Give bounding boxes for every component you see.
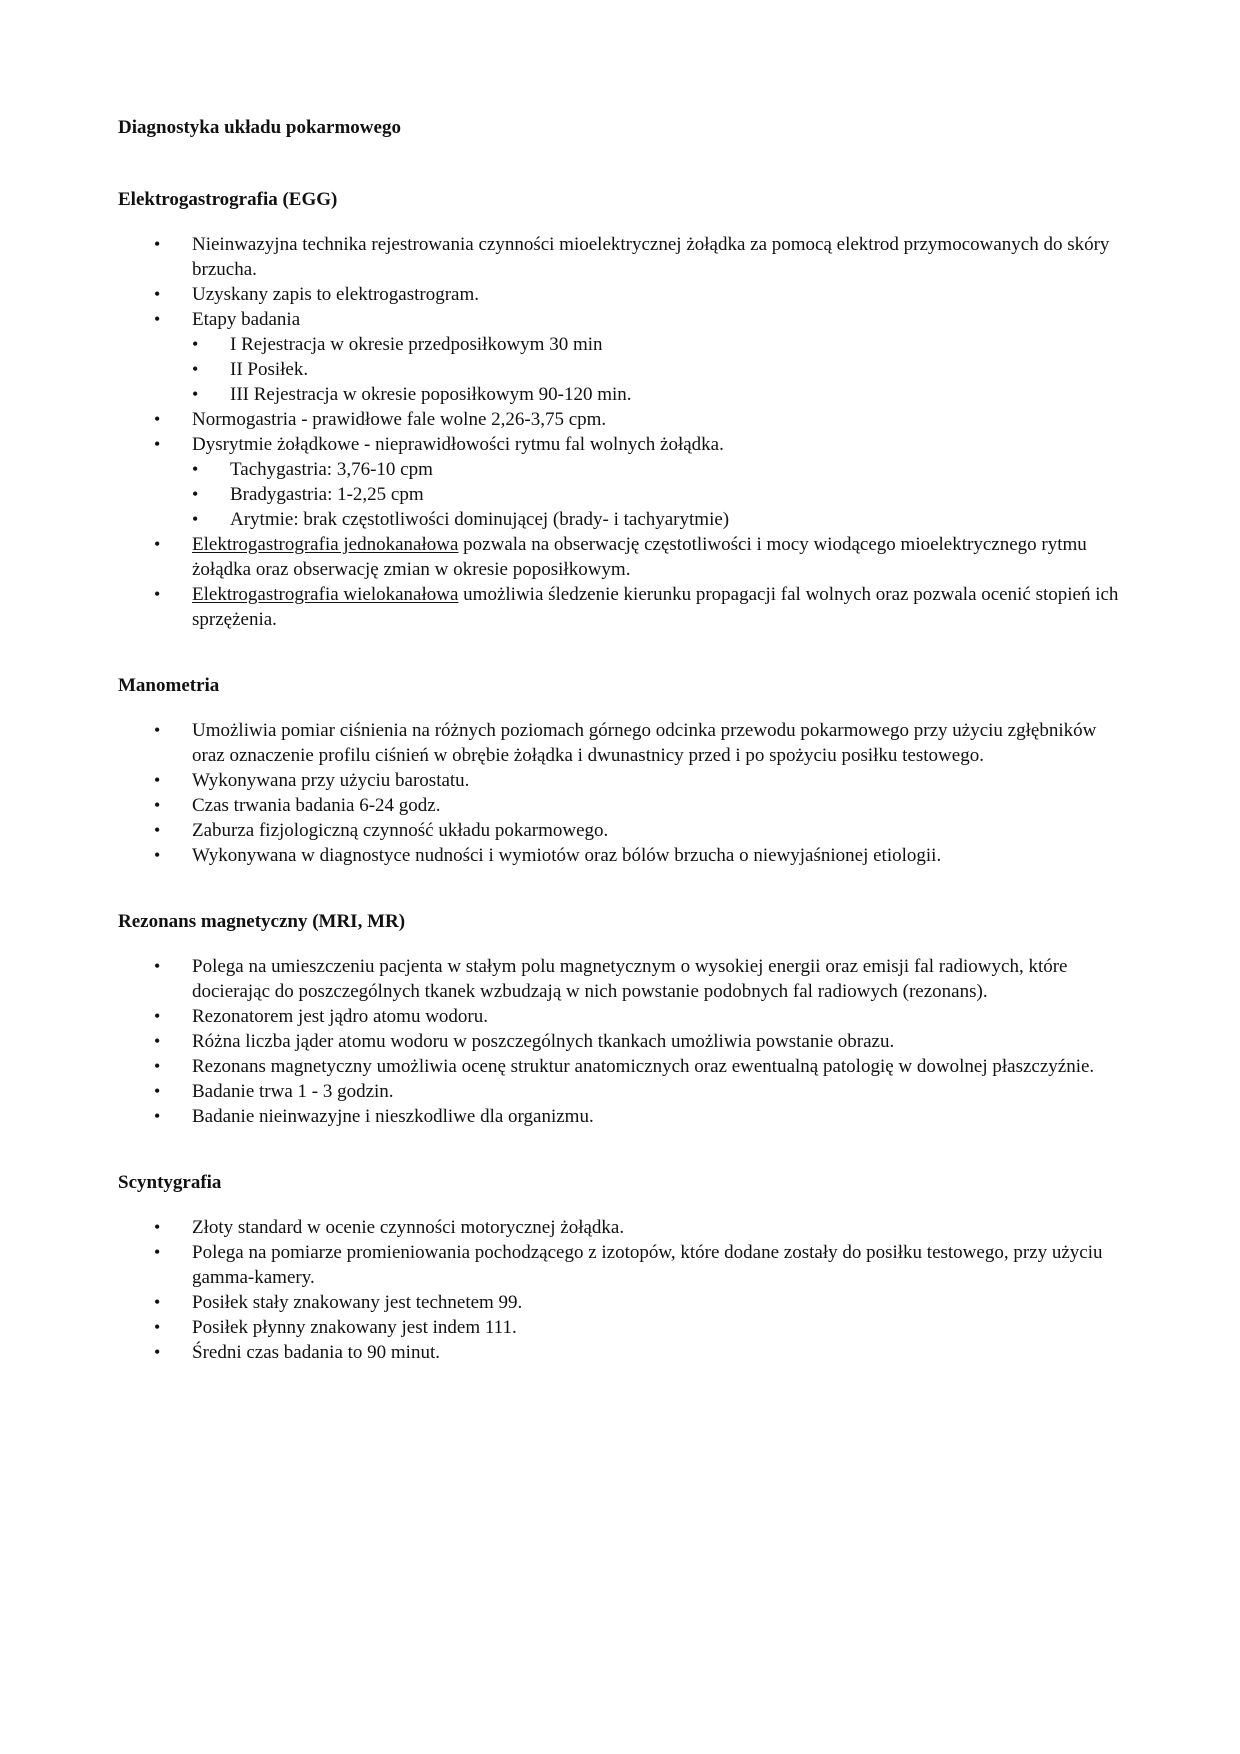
document-title: Diagnostyka układu pokarmowego — [118, 117, 401, 138]
list-item: • Wykonywana przy użyciu barostatu. — [118, 768, 1128, 793]
manometria-list — [118, 718, 1128, 868]
egg-dysrhythmia-sublist — [192, 457, 1128, 532]
list-item: • Rezonans magnetyczny umożliwia ocenę struktur anatomicznych oraz ewentualną patologię w dowolnej płaszczyźnie. — [118, 1054, 1128, 1079]
list-item: • Różna liczba jąder atomu wodoru w poszczególnych tkankach umożliwia powstanie obrazu. — [118, 1029, 1128, 1054]
list-item-text: Dysrytmie żołądkowe - nieprawidłowości rytmu fal wolnych żołądka. — [192, 434, 724, 455]
list-item-text: umożliwia śledzenie kierunku propagacji fal wolnych oraz pozwala ocenić stopień ich sprzężenia. — [192, 584, 1119, 630]
link-egg-single-channel[interactable]: Elektrogastrografia jednokanałowa — [192, 534, 459, 555]
section-heading-egg: Elektrogastrografia (EGG) — [118, 189, 338, 210]
scyntygrafia-list — [118, 1215, 1128, 1365]
list-item: • Umożliwia pomiar ciśnienia na różnych poziomach górnego odcinka przewodu pokarmowego przy użyciu zgłębników oraz oznaczenie profilu ciśnień w obrębie żołądka i dwunastnicy przed i po spożyciu posiłku testowego. — [118, 718, 1128, 768]
list-item: • Normogastria - prawidłowe fale wolne 2,26-3,75 cpm. — [118, 407, 1128, 432]
link-egg-multi-channel[interactable]: Elektrogastrografia wielokanałowa — [192, 584, 459, 605]
list-item — [118, 432, 1128, 532]
list-item: • Polega na pomiarze promieniowania pochodzącego z izotopów, które dodane zostały do posiłku testowego, przy użyciu gamma-kamery. — [118, 1240, 1128, 1290]
list-item: • Badanie nieinwazyjne i nieszkodliwe dla organizmu. — [118, 1104, 1128, 1129]
egg-list — [118, 232, 1128, 632]
list-item: • Rezonatorem jest jądro atomu wodoru. — [118, 1004, 1128, 1029]
list-item: • Średni czas badania to 90 minut. — [118, 1340, 1128, 1365]
sub-list-item: • Tachygastria: 3,76-10 cpm — [192, 457, 1128, 482]
list-item — [118, 582, 1128, 632]
sub-list-item: • II Posiłek. — [192, 357, 1128, 382]
sub-list-item: • III Rejestracja w okresie poposiłkowym 90-120 min. — [192, 382, 1128, 407]
list-item — [118, 307, 1128, 407]
list-item: • Nieinwazyjna technika rejestrowania czynności mioelektrycznej żołądka za pomocą elektrod przymocowanych do skóry brzucha. — [118, 232, 1128, 282]
section-heading-manometria: Manometria — [118, 675, 220, 696]
sub-list-item: • I Rejestracja w okresie przedposiłkowym 30 min — [192, 332, 1128, 357]
list-item: • Posiłek stały znakowany jest technetem 99. — [118, 1290, 1128, 1315]
list-item: • Czas trwania badania 6-24 godz. — [118, 793, 1128, 818]
section-mri — [118, 910, 1128, 1129]
list-item-text: pozwala na obserwację częstotliwości i mocy wiodącego mioelektrycznego rytmu żołądka oraz obserwację zmian w okresie poposiłkowym. — [192, 534, 1087, 580]
section-heading-mri: Rezonans magnetyczny (MRI, MR) — [118, 911, 406, 932]
list-item-text: Etapy badania — [192, 309, 301, 330]
list-item: • Badanie trwa 1 - 3 godzin. — [118, 1079, 1128, 1104]
section-egg — [118, 188, 1128, 632]
sub-list-item: • Bradygastria: 1-2,25 cpm — [192, 482, 1128, 507]
sub-list-item: • Arytmie: brak częstotliwości dominującej (brady- i tachyarytmie) — [192, 507, 1128, 532]
list-item: • Wykonywana w diagnostyce nudności i wymiotów oraz bólów brzucha o niewyjaśnionej etiologii. — [118, 843, 1128, 868]
egg-stages-sublist — [192, 332, 1128, 407]
list-item: • Uzyskany zapis to elektrogastrogram. — [118, 282, 1128, 307]
document-page — [118, 116, 1128, 1407]
list-item: • Posiłek płynny znakowany jest indem 111. — [118, 1315, 1128, 1340]
section-heading-scyntygrafia: Scyntygrafia — [118, 1172, 222, 1193]
mri-list — [118, 954, 1128, 1129]
list-item: • Złoty standard w ocenie czynności motorycznej żołądka. — [118, 1215, 1128, 1240]
list-item: • Polega na umieszczeniu pacjenta w stałym polu magnetycznym o wysokiej energii oraz emisji fal radiowych, które docierając do poszczególnych tkanek wzbudzają w nich powstanie podobnych fal radiowych (rezonans). — [118, 954, 1128, 1004]
section-scyntygrafia — [118, 1171, 1128, 1365]
list-item: • Zaburza fizjologiczną czynność układu pokarmowego. — [118, 818, 1128, 843]
list-item — [118, 532, 1128, 582]
section-manometria — [118, 674, 1128, 868]
